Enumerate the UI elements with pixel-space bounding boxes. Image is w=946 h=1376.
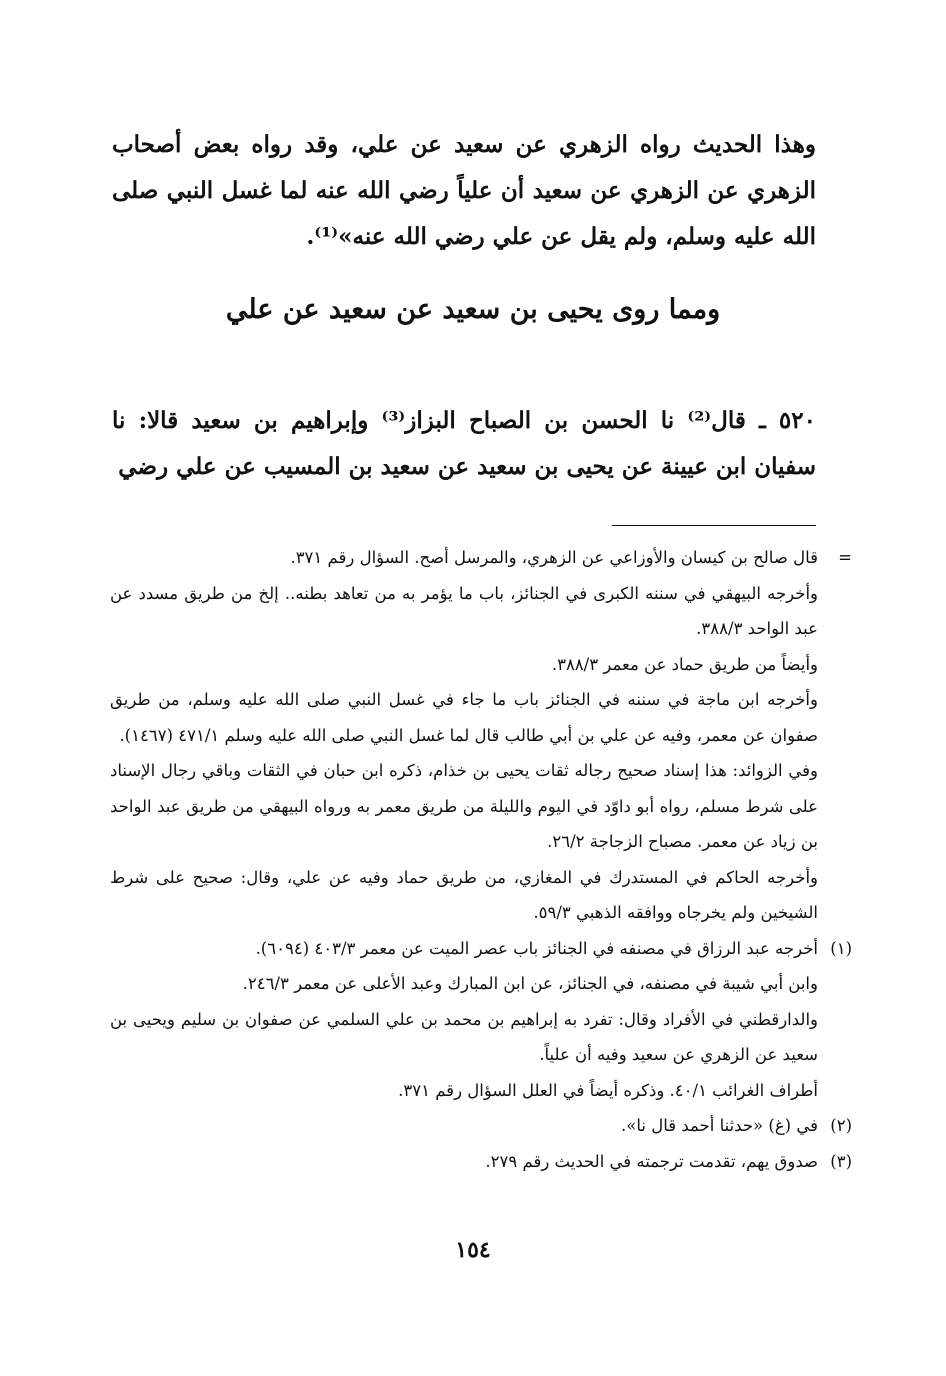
footnote-line: وأخرجه البيهقي في سننه الكبرى في الجنائز، باب ما يؤمر به من تعاهد بطنه.. إلخ من طريق مسدد عن عبد الواحد ٣٨٨/٣. bbox=[110, 583, 818, 638]
footnote-continued bbox=[110, 540, 852, 931]
footnote-marker: = bbox=[838, 548, 852, 567]
footnote-line: أطراف الغرائب ٤٠/١. وذكره أيضاً في العلل السؤال رقم ٣٧١. bbox=[398, 1080, 818, 1100]
footnote-1 bbox=[110, 931, 852, 1109]
footnote-line: وأيضاً من طريق حماد عن معمر ٣٨٨/٣. bbox=[551, 654, 818, 674]
footnote-marker: (٢) bbox=[830, 1116, 852, 1135]
footnote-line: وفي الزوائد: هذا إسناد صحيح رجاله ثقات يحيى بن خذام، ذكره ابن حبان في الثقات وباقي رجال الإسناد على شرط مسلم، رواه أبو داوّد في اليوم والليلة من طريق معمر به ورواه البيهقي من طريق عبد الواحد بن زياد عن معمر. مصباح الزجاجة ٢٦/٢. bbox=[110, 761, 818, 851]
footnote-line: أخرجه عبد الرزاق في مصنفه في الجنائز باب عصر الميت عن معمر ٤٠٣/٣ (٦٠٩٤). bbox=[255, 938, 818, 958]
footnote-line: وابن أبي شيبة في مصنفه، في الجنائز، عن ابن المبارك وعبد الأعلى عن معمر ٢٤٦/٣. bbox=[242, 974, 818, 993]
footnote-line: في (غ) «حدثنا أحمد قال نا». bbox=[621, 1116, 818, 1135]
footnote-line: صدوق يهم، تقدمت ترجمته في الحديث رقم ٢٧٩. bbox=[485, 1151, 818, 1171]
intro-paragraph: وهذا الحديث رواه الزهري عن سعيد عن علي، وقد رواه بعض أصحاب الزهري عن الزهري عن سعيد أن علياً رضي الله عنه لما غسل النبي صلى الله عليه وسلم، ولم يقل عن علي رضي الله عنه»⁽¹⁾. bbox=[112, 131, 816, 250]
footnote-2 bbox=[110, 1108, 852, 1144]
hadith-paragraph: ٥٢٠ ـ قال⁽²⁾ نا الحسن بن الصباح البزاز⁽³⁾ وإبراهيم بن سعيد قالا: نا سفيان ابن عيينة عن يحيى بن سعيد عن سعيد بن المسيب عن علي رضي bbox=[112, 407, 816, 480]
footnote-line: وأخرجه ابن ماجة في سننه في الجنائز باب ما جاء في غسل النبي صلى الله عليه وسلم، من طريق صفوان عن معمر، وفيه عن علي بن أبي طالب قال لما غسل النبي صلى الله عليه وسلم ٤٧١/١ (١٤٦٧). bbox=[110, 690, 818, 745]
footnote-line: والدارقطني في الأفراد وقال: تفرد به إبراهيم بن محمد بن علي السلمي عن صفوان بن سليم ويحيى بن سعيد عن الزهري عن سعيد وفيه أن علياً. bbox=[110, 1009, 818, 1064]
footnotes-section bbox=[110, 540, 852, 1179]
section-heading: ومما روى يحيى بن سعيد عن سعيد عن علي bbox=[225, 294, 721, 325]
footnote-line: قال صالح بن كيسان والأوزاعي عن الزهري، والمرسل أصح. السؤال رقم ٣٧١. bbox=[290, 548, 818, 567]
footnote-3 bbox=[110, 1144, 852, 1180]
footnote-line: وأخرجه الحاكم في المستدرك في المغازي، من طريق حماد وفيه عن علي، وقال: صحيح على شرط الشيخين ولم يخرجاه ووافقه الذهبي ٥٩/٣. bbox=[110, 867, 818, 922]
footnote-separator bbox=[612, 525, 816, 526]
page-number: ١٥٤ bbox=[455, 1237, 491, 1263]
footnote-marker: (١) bbox=[830, 938, 852, 958]
footnote-marker: (٣) bbox=[830, 1151, 852, 1171]
